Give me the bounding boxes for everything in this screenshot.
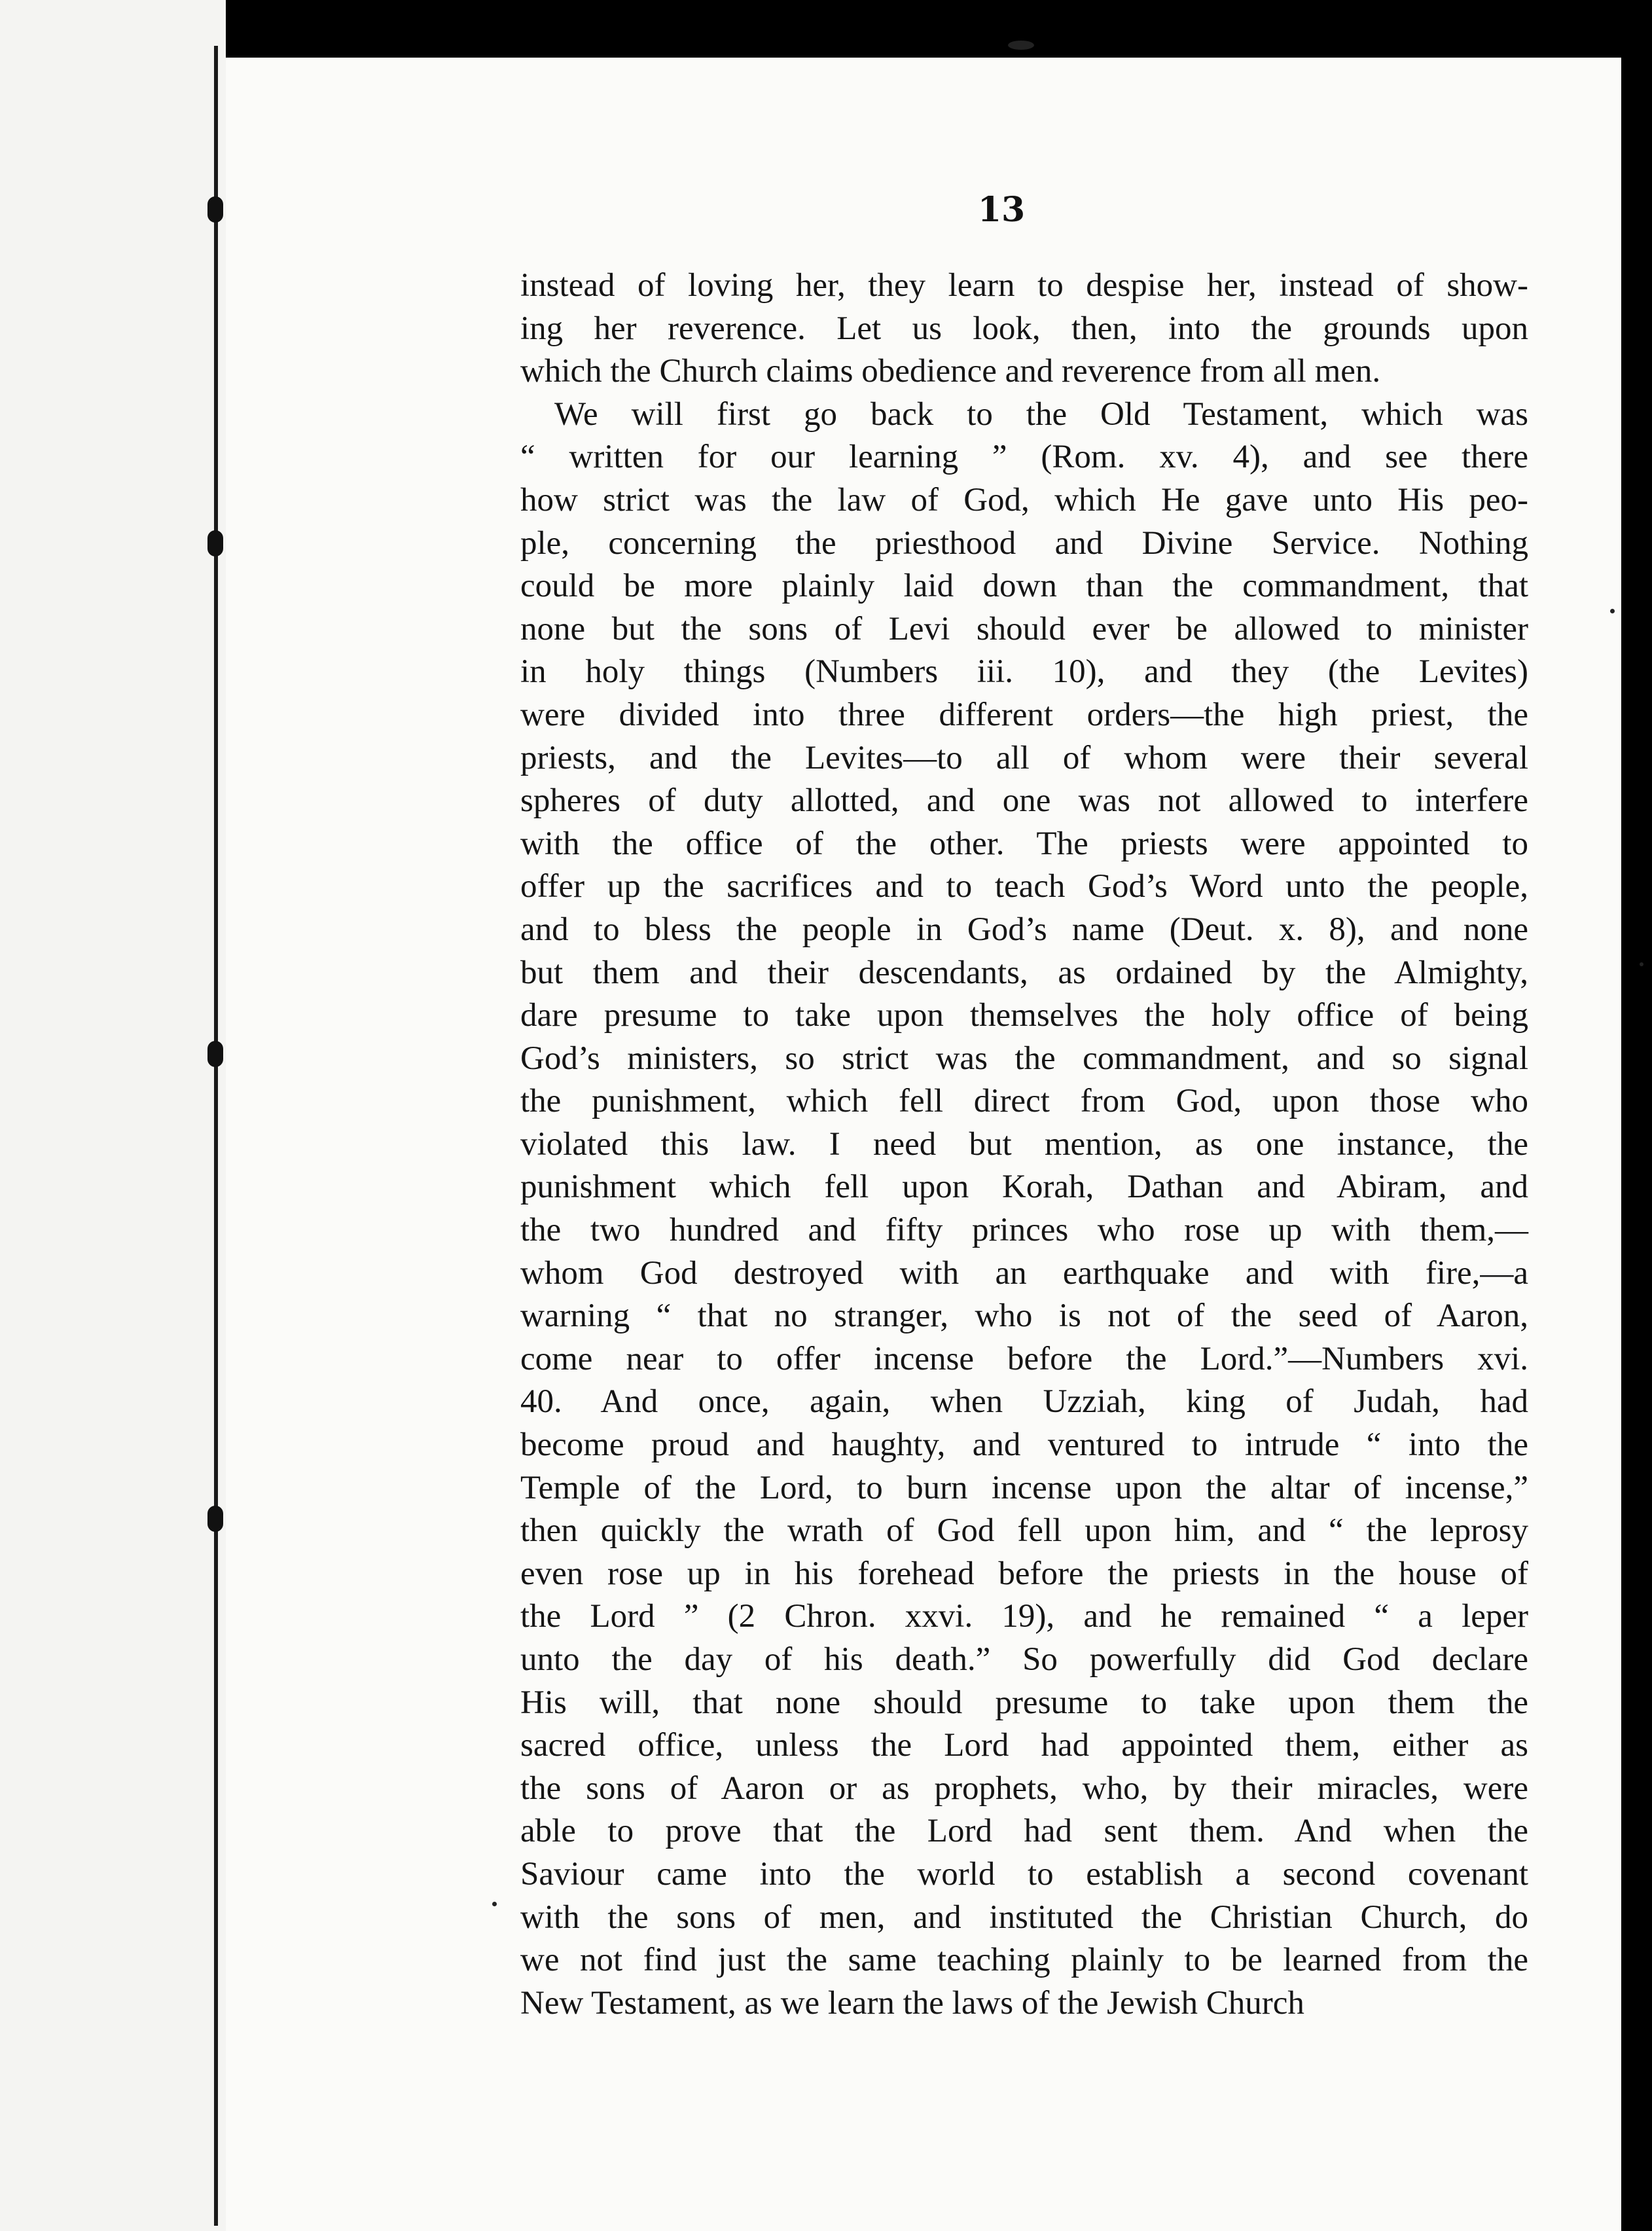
text-line: ple, concerning the priesthood and Divine Service. Nothing <box>520 524 1528 562</box>
text-line: sacred office, unless the Lord had appointed them, either as <box>520 1727 1528 1764</box>
text-line: Temple of the Lord, to burn incense upon the altar of incense,” <box>520 1469 1528 1506</box>
left-page-margin <box>0 0 226 2231</box>
text-line: the two hundred and fifty princes who rose up with them,— <box>520 1212 1528 1249</box>
text-line: spheres of duty allotted, and one was not allowed to interfere <box>520 782 1528 820</box>
text-line: none but the sons of Levi should ever be allowed to minister <box>520 610 1528 647</box>
text-line: how strict was the law of God, which He gave unto His peo- <box>520 481 1528 518</box>
text-line: unto the day of his death.” So powerfully did God declare <box>520 1641 1528 1678</box>
ink-speck <box>492 1902 497 1906</box>
text-line: “ written for our learning ” (Rom. xv. 4), and see there <box>520 439 1528 476</box>
text-line: 40. And once, again, when Uzziah, king of Judah, had <box>520 1383 1528 1421</box>
text-line: the sons of Aaron or as prophets, who, by their miracles, were <box>520 1769 1528 1807</box>
text-line: New Testament, as we learn the laws of the Jewish Church <box>520 1984 1304 2022</box>
text-line: even rose up in his forehead before the priests in the house of <box>520 1555 1528 1592</box>
text-line: and to bless the people in God’s name (Deut. x. 8), and none <box>520 911 1528 948</box>
text-line: but them and their descendants, as ordained by the Almighty, <box>520 954 1528 991</box>
body-text <box>520 264 1528 2025</box>
page-number: 13 <box>977 190 1026 230</box>
text-line: Saviour came into the world to establish a second covenant <box>520 1855 1528 1893</box>
text-line: could be more plainly laid down than the commandment, that <box>520 568 1528 605</box>
text-line: dare presume to take upon themselves the holy office of being <box>520 997 1528 1034</box>
binding-thread-knot <box>207 1041 223 1067</box>
text-line: violated this law. I need but mention, as one instance, the <box>520 1125 1528 1163</box>
ink-speck <box>1640 962 1643 966</box>
text-line: God’s ministers, so strict was the commandment, and so signal <box>520 1040 1528 1077</box>
text-line: were divided into three different orders—the high priest, the <box>520 696 1528 733</box>
text-line: His will, that none should presume to take upon them the <box>520 1684 1528 1721</box>
text-line: which the Church claims obedience and reverence from all men. <box>520 353 1381 390</box>
binding-thread-knot <box>207 530 223 556</box>
text-line: warning “ that no stranger, who is not of the seed of Aaron, <box>520 1297 1528 1335</box>
text-line: We will first go back to the Old Testament, which was <box>554 395 1528 433</box>
binding-thread-knot <box>207 1506 223 1532</box>
text-line: then quickly the wrath of God fell upon him, and “ the leprosy <box>520 1512 1528 1550</box>
text-line: with the sons of men, and instituted the Christian Church, do <box>520 1898 1528 1936</box>
ink-speck <box>1610 609 1615 613</box>
text-line: the Lord ” (2 Chron. xxvi. 19), and he remained “ a leper <box>520 1598 1528 1635</box>
text-line: instead of loving her, they learn to despise her, instead of show- <box>520 267 1528 304</box>
ink-speck <box>1008 41 1034 50</box>
binding-thread-knot <box>207 196 223 223</box>
text-line: offer up the sacrifices and to teach God’s Word unto the people, <box>520 868 1528 905</box>
text-line: ing her reverence. Let us look, then, into the grounds upon <box>520 310 1528 347</box>
text-line: punishment which fell upon Korah, Dathan and Abiram, and <box>520 1169 1528 1206</box>
text-line: become proud and haughty, and ventured to intrude “ into the <box>520 1426 1528 1464</box>
text-line: priests, and the Levites—to all of whom were their several <box>520 739 1528 776</box>
text-line: in holy things (Numbers iii. 10), and they (the Levites) <box>520 653 1528 691</box>
text-line: the punishment, which fell direct from God, upon those who <box>520 1083 1528 1120</box>
text-line: with the office of the other. The priests were appointed to <box>520 825 1528 862</box>
text-line: able to prove that the Lord had sent them. And when the <box>520 1813 1528 1850</box>
text-line: whom God destroyed with an earthquake and with fire,—a <box>520 1254 1528 1292</box>
binding-gutter <box>214 46 218 2226</box>
text-line: come near to offer incense before the Lord.”—Numbers xvi. <box>520 1340 1528 1377</box>
text-line: we not find just the same teaching plainly to be learned from the <box>520 1942 1528 1979</box>
